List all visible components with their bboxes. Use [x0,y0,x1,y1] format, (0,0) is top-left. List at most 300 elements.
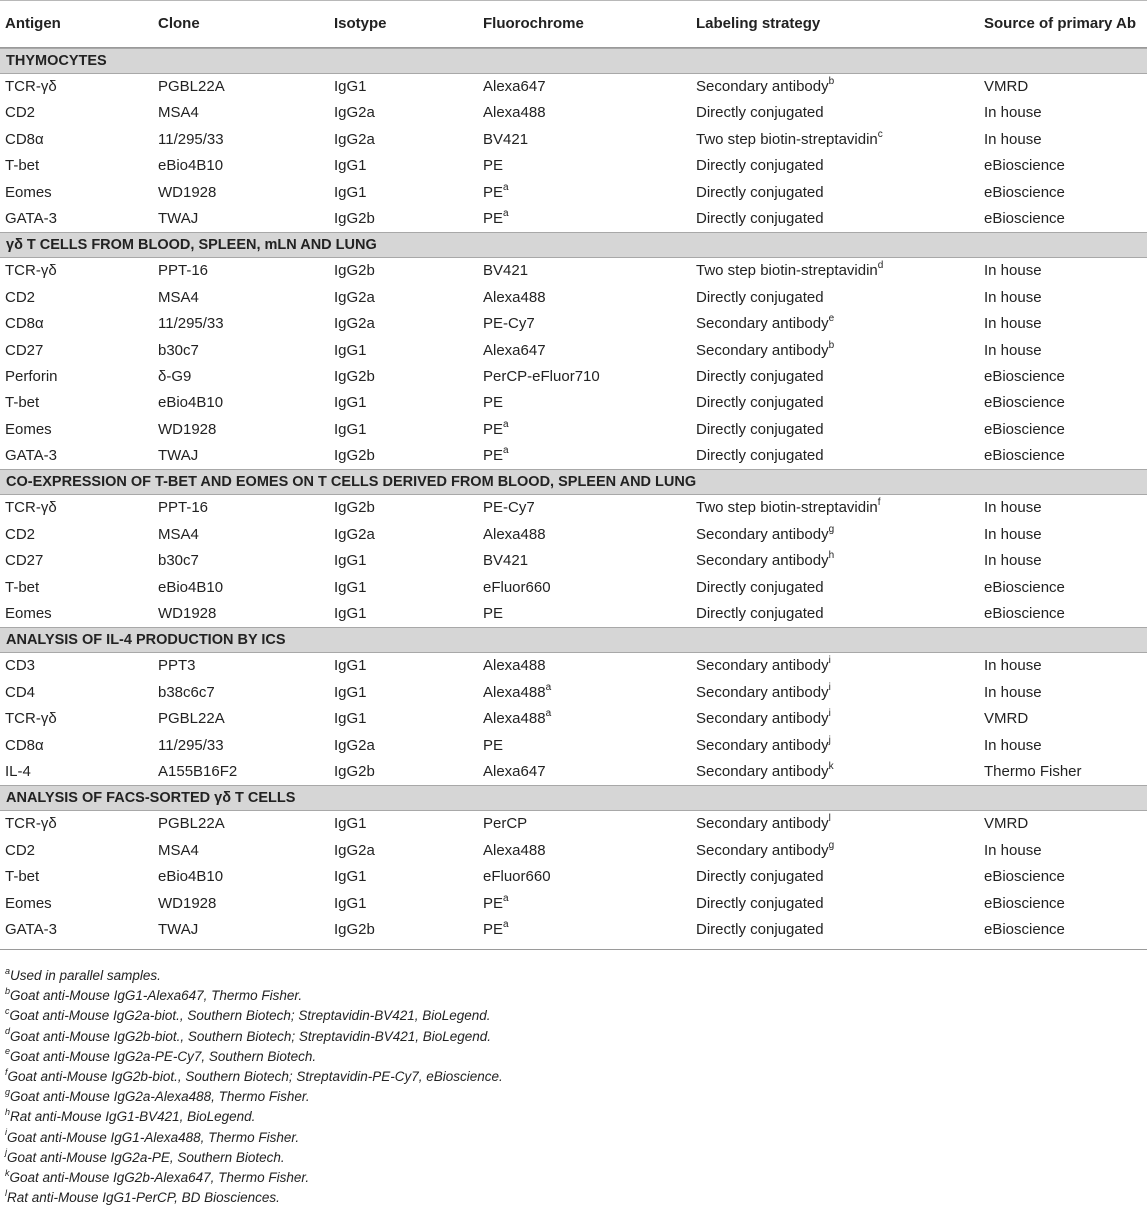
table-row [0,548,1147,574]
footnote-letter: f [5,1066,8,1077]
footnote-text: Goat anti-Mouse IgG2a-Alexa488, Thermo Fisher. [10,1089,310,1105]
cell-clone [158,364,191,390]
footnote-mark: g [828,839,835,851]
cell-label [696,127,883,153]
cell-clone [158,258,208,284]
clone-text: MSA4 [158,841,199,859]
antigen-text: TCR-γδ [5,710,57,728]
clone-text: eBio4B10 [158,868,224,886]
isotype-text: IgG2a [334,104,375,122]
source-text: In house [984,130,1042,148]
fluor-text: Alexa647 [483,762,546,780]
isotype-text: IgG2b [334,499,375,517]
cell-fluor [483,364,600,390]
footnote-letter: d [5,1026,11,1037]
cell-source [984,127,1042,153]
label-text: Secondary antibody [696,762,829,780]
isotype-text: IgG1 [334,868,367,886]
footnote-mark: g [828,523,835,535]
cell-source [984,680,1042,706]
cell-source [984,443,1065,469]
cell-antigen [5,495,57,521]
fluor-text: BV421 [483,262,529,280]
antigen-text: CD2 [5,525,36,543]
header-antigen: Antigen [5,15,61,32]
cell-label [696,180,824,206]
isotype-text: IgG1 [334,394,367,412]
cell-isotype [334,601,367,627]
source-text: In house [984,499,1042,517]
isotype-text: IgG1 [334,552,367,570]
fluor-text: PE [483,183,504,201]
source-text: eBioscience [984,183,1065,201]
isotype-text: IgG1 [334,605,367,623]
cell-isotype [334,338,367,364]
label-text: Directly conjugated [696,578,824,596]
source-text: eBioscience [984,868,1065,886]
fluor-text: PE [483,209,504,227]
label-text: Directly conjugated [696,894,824,912]
footnote-text: Goat anti-Mouse IgG2b-biot., Southern Biotech; Streptavidin-BV421, BioLegend. [10,1028,492,1044]
footnote-mark: k [828,760,834,772]
footnote-mark: a [503,892,509,904]
antigen-text: CD8α [5,130,44,148]
antigen-text: Eomes [5,605,52,623]
antigen-text: CD2 [5,288,36,306]
cell-label [696,811,831,837]
footnote [5,1067,503,1087]
table-row [0,390,1147,416]
cell-label [696,153,824,179]
cell-isotype [334,522,375,548]
table-row [0,495,1147,521]
cell-label [696,311,834,337]
cell-antigen [5,364,58,390]
cell-fluor [483,680,551,706]
isotype-text: IgG2a [334,315,375,333]
fluor-text: PE [483,736,504,754]
table-row [0,575,1147,601]
label-text: Directly conjugated [696,209,824,227]
table-row [0,180,1147,206]
isotype-text: IgG2b [334,262,375,280]
fluor-text: Alexa488 [483,710,546,728]
cell-isotype [334,74,367,100]
cell-isotype [334,258,375,284]
cell-source [984,811,1028,837]
antigen-text: TCR-γδ [5,262,57,280]
isotype-text: IgG2b [334,209,375,227]
cell-isotype [334,653,367,679]
label-text: Directly conjugated [696,288,824,306]
footnote-mark: b [828,339,835,351]
antigen-text: CD27 [5,552,44,570]
cell-antigen [5,100,35,126]
table-row [0,522,1147,548]
cell-clone [158,206,198,232]
antigen-text: Eomes [5,183,52,201]
source-text: In house [984,736,1042,754]
cell-antigen [5,811,57,837]
cell-antigen [5,680,35,706]
cell-clone [158,917,198,943]
footnote-mark: e [828,313,835,325]
fluor-text: Alexa647 [483,78,546,95]
clone-text: eBio4B10 [158,394,224,412]
cell-fluor [483,759,546,785]
footnote [5,1006,503,1026]
footnote [5,966,503,986]
section-header [0,48,1147,74]
footnote [5,986,503,1006]
cell-fluor [483,891,509,917]
cell-antigen [5,417,52,443]
cell-fluor [483,575,551,601]
cell-clone [158,680,215,706]
isotype-text: IgG1 [334,183,367,201]
cell-fluor [483,390,503,416]
isotype-text: IgG1 [334,341,367,359]
footnote [5,1168,503,1188]
label-text: Two step biotin-streptavidin [696,262,878,280]
source-text: VMRD [984,78,1029,95]
label-text: Secondary antibody [696,841,829,859]
cell-fluor [483,733,503,759]
fluor-text: PE-Cy7 [483,315,535,333]
footnote-letter: h [5,1106,11,1117]
label-text: Secondary antibody [696,525,829,543]
cell-isotype [334,680,367,706]
cell-label [696,653,831,679]
label-text: Secondary antibody [696,341,829,359]
isotype-text: IgG2a [334,288,375,306]
footnote-mark: l [828,813,831,825]
cell-isotype [334,311,375,337]
antigen-text: GATA-3 [5,209,57,227]
cell-source [984,891,1065,917]
table-bottom-rule [0,949,1147,950]
cell-isotype [334,206,375,232]
clone-text: 11/295/33 [158,736,224,754]
cell-clone [158,575,223,601]
antigen-text: T-bet [5,157,40,175]
cell-fluor [483,811,527,837]
cell-label [696,285,824,311]
fluor-text: Alexa488 [483,104,546,122]
cell-clone [158,443,198,469]
footnote-letter: a [5,965,11,976]
header-isotype: Isotype [334,15,387,32]
cell-antigen [5,180,52,206]
label-text: Directly conjugated [696,420,824,438]
cell-isotype [334,575,367,601]
table-row [0,74,1147,100]
source-text: In house [984,104,1042,122]
source-text: eBioscience [984,605,1065,623]
footnote [5,1027,503,1047]
cell-fluor [483,864,551,890]
fluor-text: Alexa488 [483,525,546,543]
cell-antigen [5,864,39,890]
cell-fluor [483,338,546,364]
table-row [0,706,1147,732]
footnote [5,1128,503,1148]
table-row [0,153,1147,179]
cell-isotype [334,153,367,179]
header-source: Source of primary Ab [984,15,1136,32]
clone-text: MSA4 [158,525,199,543]
cell-source [984,495,1042,521]
cell-clone [158,601,216,627]
footnote-text: Goat anti-Mouse IgG1-Alexa488, Thermo Fisher. [7,1129,300,1145]
table-row [0,811,1147,837]
clone-text: PGBL22A [158,78,225,95]
footnote [5,1087,503,1107]
fluor-text: PE [483,894,504,912]
table-row [0,601,1147,627]
source-text: In house [984,841,1042,859]
section-title: ANALYSIS OF FACS-SORTED γδ T CELLS [6,790,296,807]
fluor-text: Alexa488 [483,683,546,701]
cell-label [696,417,824,443]
cell-fluor [483,522,546,548]
label-text: Secondary antibody [696,315,829,333]
cell-isotype [334,285,375,311]
cell-isotype [334,733,375,759]
label-text: Secondary antibody [696,736,829,754]
cell-antigen [5,338,43,364]
cell-clone [158,864,223,890]
label-text: Two step biotin-streptavidin [696,499,878,517]
footnote-mark: j [828,734,831,746]
fluor-text: PE [483,157,504,175]
label-text: Directly conjugated [696,367,824,385]
footnote-mark: a [545,681,552,693]
cell-antigen [5,74,57,100]
cell-label [696,680,831,706]
cell-isotype [334,100,375,126]
cell-isotype [334,864,367,890]
fluor-text: Alexa488 [483,841,546,859]
clone-text: b30c7 [158,341,199,359]
footnote-letter: b [5,985,11,996]
section-title: ANALYSIS OF IL-4 PRODUCTION BY ICS [6,632,286,649]
isotype-text: IgG2b [334,762,375,780]
clone-text: WD1928 [158,605,217,623]
cell-antigen [5,917,57,943]
antigen-text: CD3 [5,657,36,675]
footnote-mark: a [503,445,509,457]
cell-antigen [5,285,35,311]
cell-source [984,733,1042,759]
cell-source [984,417,1065,443]
source-text: VMRD [984,815,1029,833]
source-text: eBioscience [984,920,1065,938]
cell-antigen [5,258,57,284]
clone-text: TWAJ [158,920,199,938]
section-header [0,785,1147,811]
cell-clone [158,548,199,574]
source-text: In house [984,341,1042,359]
fluor-text: BV421 [483,552,529,570]
cell-source [984,838,1042,864]
cell-isotype [334,127,375,153]
source-text: In house [984,552,1042,570]
cell-label [696,759,834,785]
cell-clone [158,838,199,864]
cell-label [696,864,824,890]
cell-label [696,917,824,943]
cell-antigen [5,601,52,627]
label-text: Directly conjugated [696,605,824,623]
fluor-text: PE-Cy7 [483,499,535,517]
cell-clone [158,522,199,548]
source-text: eBioscience [984,420,1065,438]
cell-clone [158,153,223,179]
footnote-letter: i [5,1127,7,1138]
cell-clone [158,390,223,416]
clone-text: eBio4B10 [158,157,224,175]
cell-antigen [5,548,43,574]
cell-label [696,258,883,284]
clone-text: 11/295/33 [158,315,224,333]
table-row [0,311,1147,337]
footnote-text: Used in parallel samples. [10,968,161,983]
cell-isotype [334,548,367,574]
clone-text: TWAJ [158,447,199,465]
cell-clone [158,733,224,759]
label-text: Secondary antibody [696,552,829,570]
footnote-letter: l [5,1187,7,1198]
footnote-text: Goat anti-Mouse IgG2a-biot., Southern Biotech; Streptavidin-BV421, BioLegend. [9,1008,491,1024]
footnote-mark: b [828,76,835,87]
fluor-text: PerCP-eFluor710 [483,367,600,385]
cell-source [984,864,1065,890]
cell-isotype [334,891,367,917]
cell-label [696,364,824,390]
cell-label [696,390,824,416]
fluor-text: Alexa488 [483,288,546,306]
cell-clone [158,811,225,837]
source-text: In house [984,262,1042,280]
source-text: eBioscience [984,367,1065,385]
cell-clone [158,417,216,443]
isotype-text: IgG1 [334,894,367,912]
source-text: eBioscience [984,578,1065,596]
cell-clone [158,891,216,917]
cell-source [984,601,1065,627]
label-text: Directly conjugated [696,394,824,412]
source-text: In house [984,683,1042,701]
source-text: In house [984,315,1042,333]
header-fluorochrome: Fluorochrome [483,15,584,32]
cell-antigen [5,733,44,759]
footnote-letter: j [5,1147,7,1158]
source-text: eBioscience [984,394,1065,412]
cell-antigen [5,653,35,679]
footnote-mark: a [503,418,509,430]
label-text: Two step biotin-streptavidin [696,130,878,148]
label-text: Directly conjugated [696,868,824,886]
cell-clone [158,311,224,337]
cell-fluor [483,601,503,627]
isotype-text: IgG2b [334,447,375,465]
cell-fluor [483,706,551,732]
label-text: Secondary antibody [696,710,829,728]
cell-source [984,522,1042,548]
cell-fluor [483,74,546,100]
footnote-text: Goat anti-Mouse IgG2a-PE, Southern Biotech. [7,1149,285,1165]
antigen-text: TCR-γδ [5,499,57,517]
clone-text: WD1928 [158,894,217,912]
source-text: In house [984,657,1042,675]
table-row [0,206,1147,232]
cell-fluor [483,153,503,179]
isotype-text: IgG1 [334,815,367,833]
cell-isotype [334,759,375,785]
cell-isotype [334,364,375,390]
cell-label [696,522,834,548]
clone-text: δ-G9 [158,367,192,385]
cell-clone [158,127,224,153]
table-row [0,653,1147,679]
cell-fluor [483,180,509,206]
cell-label [696,495,881,521]
cell-clone [158,338,199,364]
section-title: γδ T CELLS FROM BLOOD, SPLEEN, mLN AND LUNG [6,237,377,254]
fluor-text: PE [483,920,504,938]
cell-isotype [334,180,367,206]
label-text: Secondary antibody [696,815,829,833]
section-header [0,627,1147,653]
clone-text: WD1928 [158,420,217,438]
clone-text: PPT3 [158,657,196,675]
cell-label [696,100,824,126]
cell-label [696,548,834,574]
clone-text: b38c6c7 [158,683,215,701]
label-text: Secondary antibody [696,78,829,95]
cell-source [984,180,1065,206]
footnote-mark: a [503,918,509,930]
clone-text: PGBL22A [158,815,225,833]
cell-clone [158,100,199,126]
cell-source [984,153,1065,179]
table-row [0,285,1147,311]
antigen-text: T-bet [5,868,40,886]
footnote-mark: f [877,497,881,509]
footnote-mark: a [503,181,509,193]
table-row [0,759,1147,785]
cell-fluor [483,917,509,943]
section-title: CO-EXPRESSION OF T-BET AND EOMES ON T CELLS DERIVED FROM BLOOD, SPLEEN AND LUNG [6,474,697,491]
isotype-text: IgG1 [334,157,367,175]
antigen-text: GATA-3 [5,447,57,465]
cell-fluor [483,443,509,469]
cell-clone [158,180,216,206]
cell-fluor [483,417,509,443]
cell-antigen [5,838,35,864]
cell-source [984,258,1042,284]
source-text: Thermo Fisher [984,762,1082,780]
isotype-text: IgG1 [334,657,367,675]
source-text: VMRD [984,710,1029,728]
isotype-text: IgG1 [334,78,367,95]
fluor-text: eFluor660 [483,578,551,596]
footnote [5,1107,503,1127]
source-text: In house [984,288,1042,306]
cell-label [696,733,831,759]
cell-isotype [334,811,367,837]
